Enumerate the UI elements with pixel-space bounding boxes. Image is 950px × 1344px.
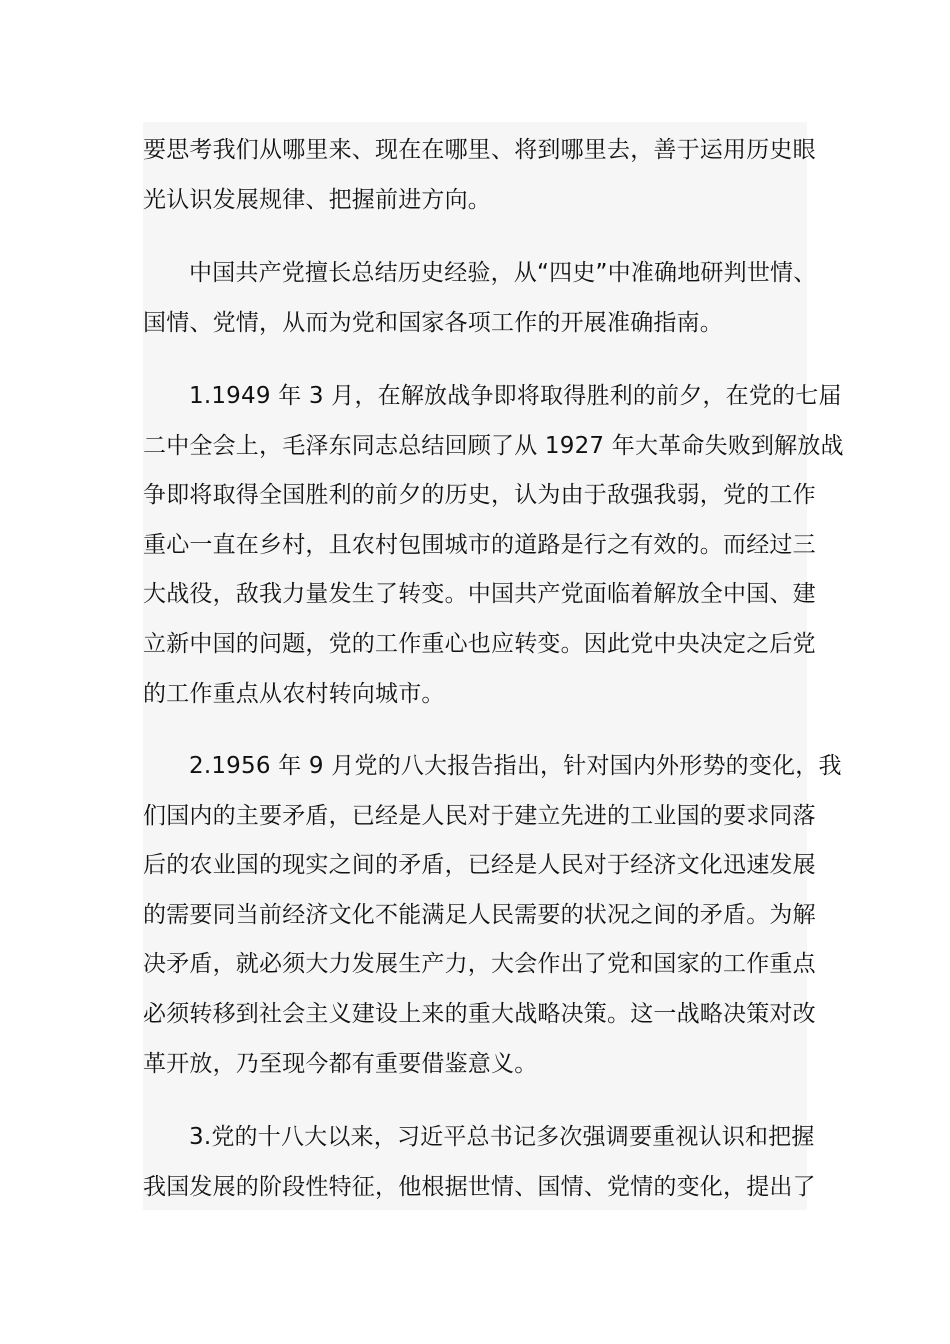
text-line: 2.1956 年 9 月党的八大报告指出，针对国内外形势的变化，我 xyxy=(189,753,842,779)
text-line: 必须转移到社会主义建设上来的重大战略决策。这一战略决策对改 xyxy=(143,1000,816,1027)
text-line: 革开放，乃至现今都有重要借鉴意义。 xyxy=(143,1050,538,1077)
text-line: 光认识发展规律、把握前进方向。 xyxy=(143,186,491,213)
text-line: 国情、党情，从而为党和国家各项工作的开展准确指南。 xyxy=(143,309,723,336)
paragraph-continued xyxy=(143,126,816,225)
text-line: 决矛盾，就必须大力发展生产力，大会作出了党和国家的工作重点 xyxy=(143,951,816,978)
paragraph-point-1 xyxy=(143,372,844,719)
text-line: 大战役，敌我力量发生了转变。中国共产党面临着解放全中国、建 xyxy=(143,581,816,608)
paragraph-point-3 xyxy=(143,1113,816,1212)
text-line: 后的农业国的现实之间的矛盾，已经是人民对于经济文化迅速发展 xyxy=(143,852,816,879)
text-line: 要思考我们从哪里来、现在在哪里、将到哪里去，善于运用历史眼 xyxy=(143,137,816,163)
paragraph-history-experience xyxy=(143,249,817,348)
text-line: 们国内的主要矛盾，已经是人民对于建立先进的工业国的要求同落 xyxy=(143,802,816,829)
paragraph-point-2 xyxy=(143,742,842,1089)
text-line: 的需要同当前经济文化不能满足人民需要的状况之间的矛盾。为解 xyxy=(143,901,816,928)
text-line: 3.党的十八大以来，习近平总书记多次强调要重视认识和把握 xyxy=(189,1124,815,1150)
text-line: 的工作重点从农村转向城市。 xyxy=(143,680,445,707)
text-line: 中国共产党擅长总结历史经验，从“四史”中准确地研判世情、 xyxy=(189,260,817,286)
text-line: 1.1949 年 3 月，在解放战争即将取得胜利的前夕，在党的七届 xyxy=(189,383,842,409)
text-line: 我国发展的阶段性特征，他根据世情、国情、党情的变化，提出了 xyxy=(143,1173,816,1200)
text-line: 争即将取得全国胜利的前夕的历史，认为由于敌强我弱，党的工作 xyxy=(143,482,816,509)
text-line: 二中全会上，毛泽东同志总结回顾了从 1927 年大革命失败到解放战 xyxy=(143,432,844,459)
text-line: 立新中国的问题，党的工作重心也应转变。因此党中央决定之后党 xyxy=(143,630,816,657)
text-line: 重心一直在乡村，且农村包围城市的道路是行之有效的。而经过三 xyxy=(143,531,816,558)
